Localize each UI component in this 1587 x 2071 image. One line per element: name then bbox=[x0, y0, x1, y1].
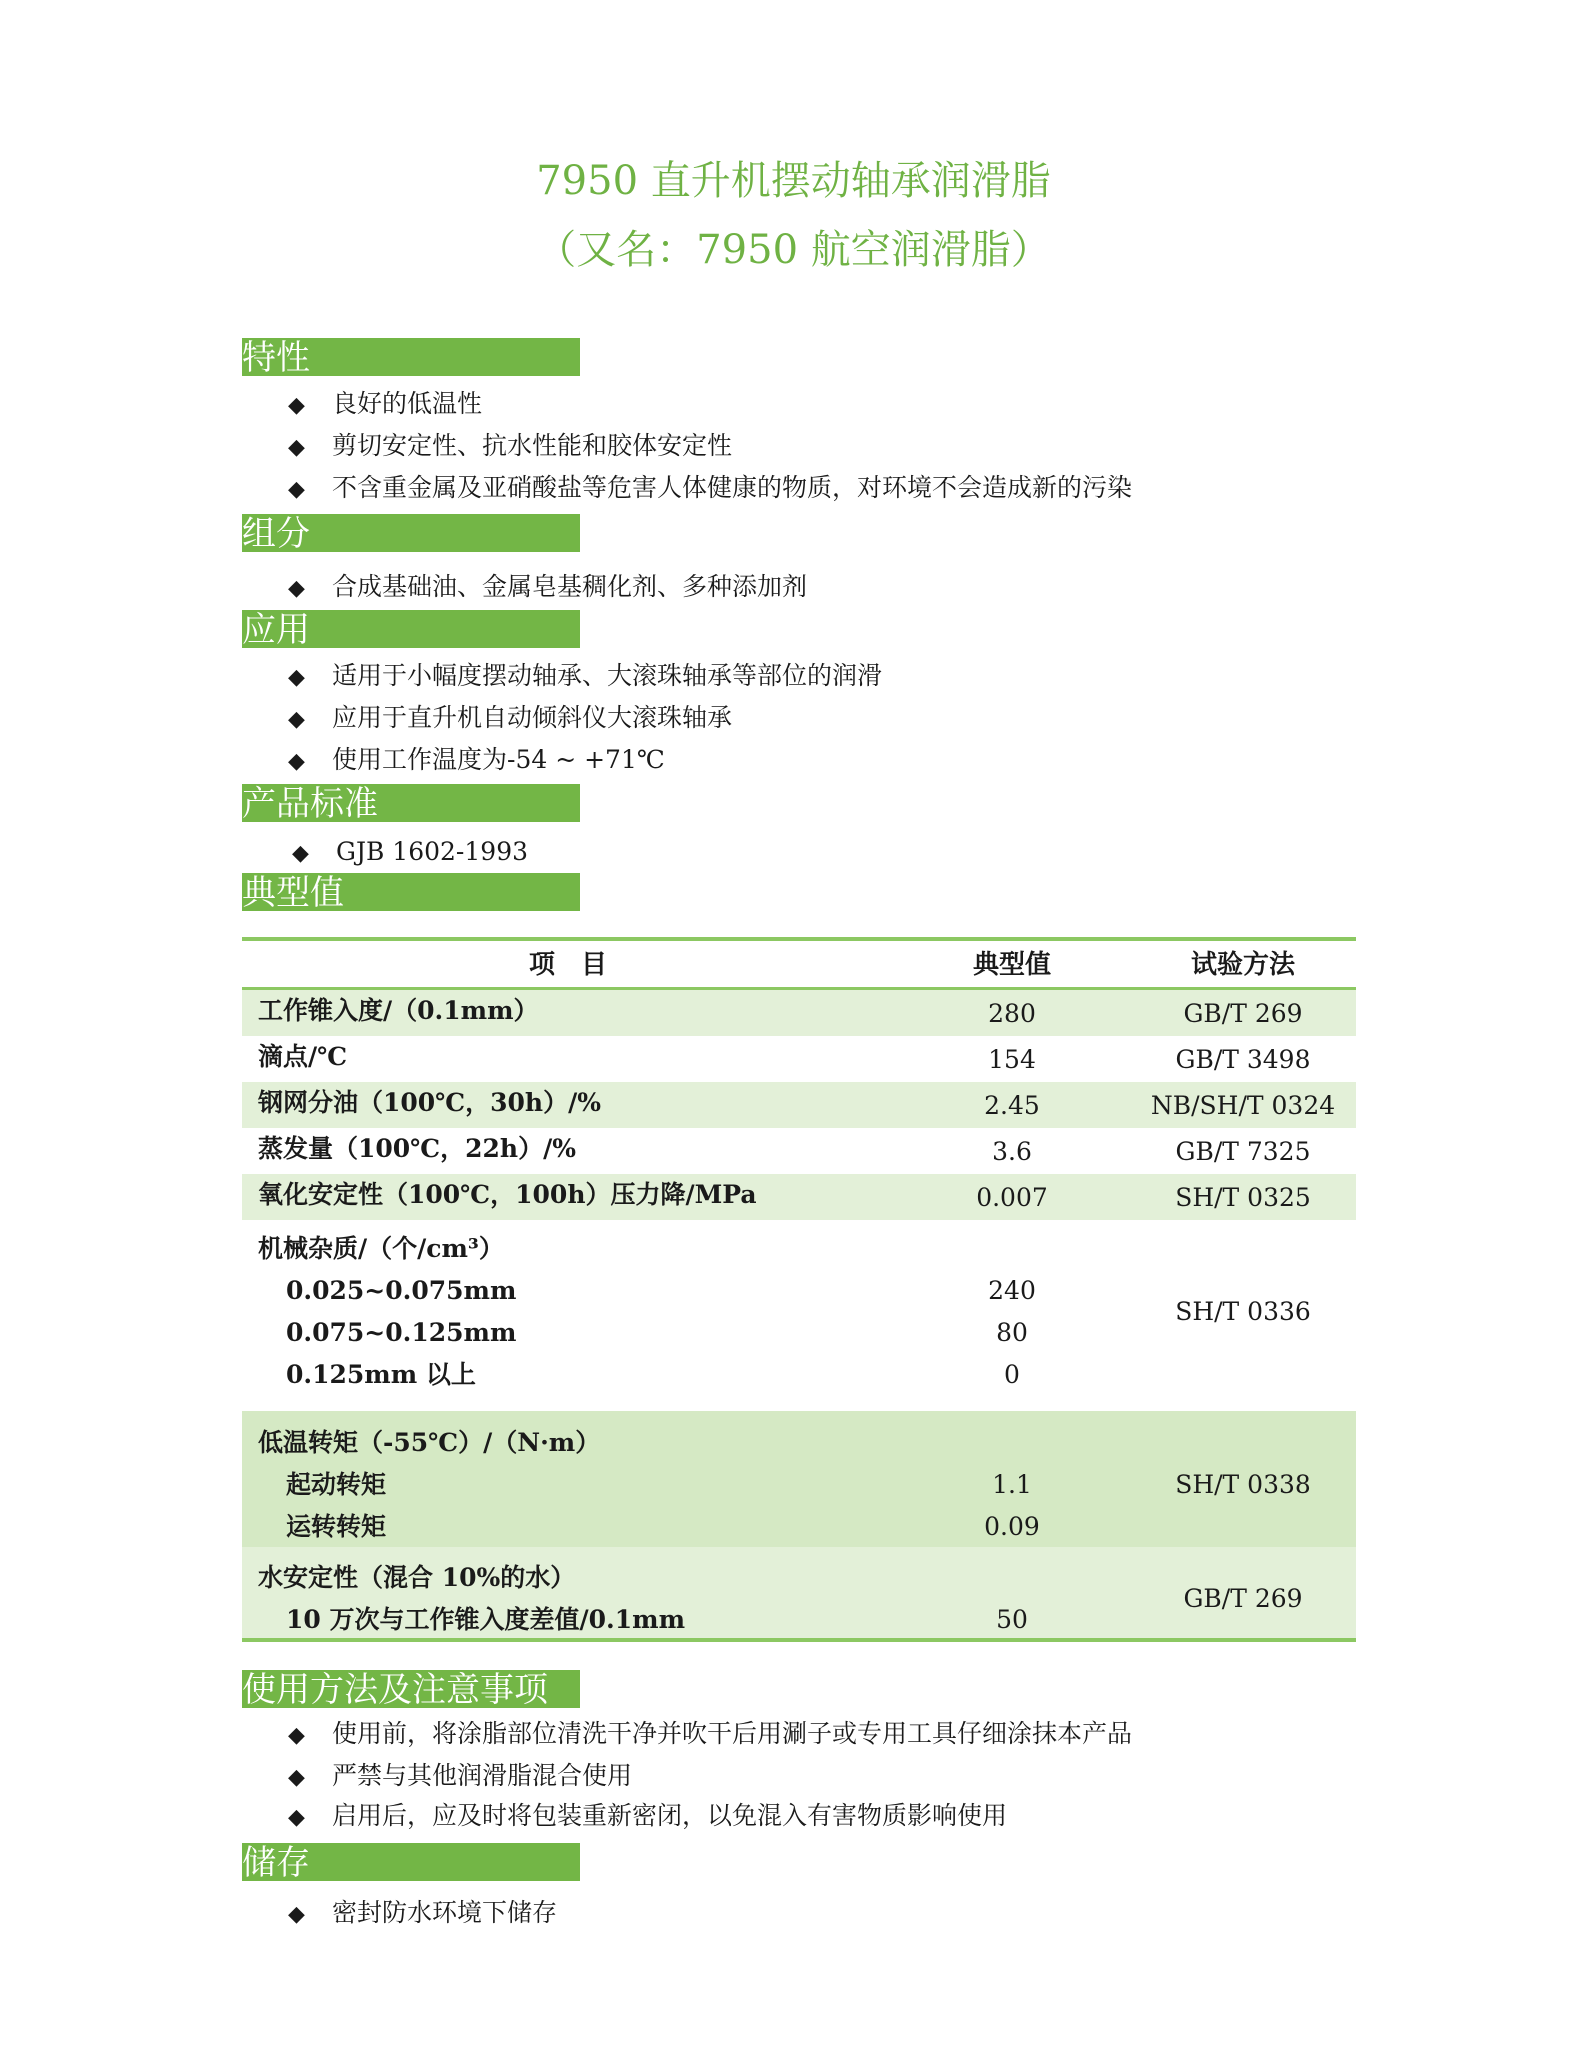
section-heading-storage: 储存 bbox=[242, 1843, 580, 1881]
row-item: 低温转矩（-55℃）/（N·m） bbox=[258, 1428, 601, 1457]
section-heading-composition: 组分 bbox=[242, 514, 580, 552]
table-bottom-rule bbox=[242, 1638, 1356, 1642]
row-method: GB/T 7325 bbox=[1175, 1137, 1311, 1166]
diamond-bullet-icon: ◆ bbox=[288, 1723, 305, 1748]
list-item: ◆ GJB 1602-1993 bbox=[292, 836, 528, 870]
section-heading-standard: 产品标准 bbox=[242, 784, 580, 822]
row-value: 80 bbox=[996, 1318, 1028, 1347]
diamond-bullet-icon: ◆ bbox=[288, 749, 305, 774]
section-heading-typical: 典型值 bbox=[242, 873, 580, 911]
section-heading-application: 应用 bbox=[242, 610, 580, 648]
row-subitem: 0.125mm 以上 bbox=[286, 1360, 476, 1389]
list-item: ◆ 密封防水环境下储存 bbox=[288, 1897, 557, 1931]
diamond-bullet-icon: ◆ bbox=[288, 576, 305, 601]
section-heading-usage: 使用方法及注意事项 bbox=[242, 1670, 580, 1708]
row-value: 280 bbox=[988, 999, 1036, 1028]
row-item: 蒸发量（100℃，22h）/% bbox=[258, 1134, 576, 1163]
list-item: ◆ 严禁与其他润滑脂混合使用 bbox=[288, 1760, 632, 1794]
table-header-item: 项 目 bbox=[528, 950, 607, 980]
row-value: 0 bbox=[1004, 1360, 1020, 1389]
diamond-bullet-icon: ◆ bbox=[288, 1765, 305, 1790]
diamond-bullet-icon: ◆ bbox=[292, 841, 309, 866]
row-value: 2.45 bbox=[984, 1091, 1040, 1120]
row-value: 154 bbox=[988, 1045, 1036, 1074]
diamond-bullet-icon: ◆ bbox=[288, 393, 305, 418]
row-value: 0.007 bbox=[976, 1183, 1048, 1212]
list-item: ◆ 良好的低温性 bbox=[288, 388, 482, 422]
list-item: ◆ 合成基础油、金属皂基稠化剂、多种添加剂 bbox=[288, 571, 807, 605]
diamond-bullet-icon: ◆ bbox=[288, 435, 305, 460]
row-item: 工作锥入度/（0.1mm） bbox=[258, 996, 539, 1025]
diamond-bullet-icon: ◆ bbox=[288, 477, 305, 502]
row-subitem: 运转转矩 bbox=[286, 1512, 387, 1541]
row-item: 滴点/℃ bbox=[258, 1042, 348, 1071]
list-item: ◆ 启用后，应及时将包装重新密闭，以免混入有害物质影响使用 bbox=[288, 1800, 1007, 1834]
table-top-rule bbox=[242, 937, 1356, 941]
list-item: ◆ 剪切安定性、抗水性能和胶体安定性 bbox=[288, 430, 732, 464]
row-method: GB/T 269 bbox=[1183, 1584, 1303, 1613]
row-item: 机械杂质/（个/cm³） bbox=[258, 1234, 504, 1263]
row-method: SH/T 0325 bbox=[1175, 1183, 1311, 1212]
row-value: 0.09 bbox=[984, 1512, 1040, 1541]
row-subitem: 10 万次与工作锥入度差值/0.1mm bbox=[286, 1605, 686, 1634]
list-item: ◆ 适用于小幅度摆动轴承、大滚珠轴承等部位的润滑 bbox=[288, 660, 882, 694]
row-value: 240 bbox=[988, 1276, 1036, 1305]
row-method: SH/T 0336 bbox=[1175, 1297, 1311, 1326]
list-item: ◆ 使用前，将涂脂部位清洗干净并吹干后用涮子或专用工具仔细涂抹本产品 bbox=[288, 1718, 1132, 1752]
table-header-value: 典型值 bbox=[972, 950, 1051, 980]
row-value: 1.1 bbox=[992, 1470, 1032, 1499]
row-method: SH/T 0338 bbox=[1175, 1470, 1311, 1499]
row-method: GB/T 269 bbox=[1183, 999, 1303, 1028]
row-method: NB/SH/T 0324 bbox=[1150, 1091, 1336, 1120]
diamond-bullet-icon: ◆ bbox=[288, 1805, 305, 1830]
row-subitem: 0.025~0.075mm bbox=[286, 1276, 517, 1305]
page-title: 7950 直升机摆动轴承润滑脂 bbox=[536, 158, 1051, 204]
row-item: 钢网分油（100℃，30h）/% bbox=[258, 1088, 601, 1117]
table-header-method: 试验方法 bbox=[1190, 950, 1295, 980]
section-heading-features: 特性 bbox=[242, 338, 580, 376]
row-value: 3.6 bbox=[992, 1137, 1032, 1166]
list-item: ◆ 不含重金属及亚硝酸盐等危害人体健康的物质，对环境不会造成新的污染 bbox=[288, 472, 1132, 506]
row-item: 氧化安定性（100℃，100h）压力降/MPa bbox=[258, 1180, 757, 1209]
list-item: ◆ 使用工作温度为-54 ~ +71℃ bbox=[288, 744, 665, 778]
diamond-bullet-icon: ◆ bbox=[288, 665, 305, 690]
row-value: 50 bbox=[996, 1605, 1028, 1634]
list-item: ◆ 应用于直升机自动倾斜仪大滚珠轴承 bbox=[288, 702, 732, 736]
row-subitem: 起动转矩 bbox=[286, 1470, 387, 1499]
diamond-bullet-icon: ◆ bbox=[288, 1902, 305, 1927]
row-method: GB/T 3498 bbox=[1175, 1045, 1311, 1074]
page-subtitle: （又名：7950 航空润滑脂） bbox=[536, 227, 1051, 273]
row-item: 水安定性（混合 10%的水） bbox=[258, 1563, 576, 1592]
diamond-bullet-icon: ◆ bbox=[288, 707, 305, 732]
row-subitem: 0.075~0.125mm bbox=[286, 1318, 517, 1347]
